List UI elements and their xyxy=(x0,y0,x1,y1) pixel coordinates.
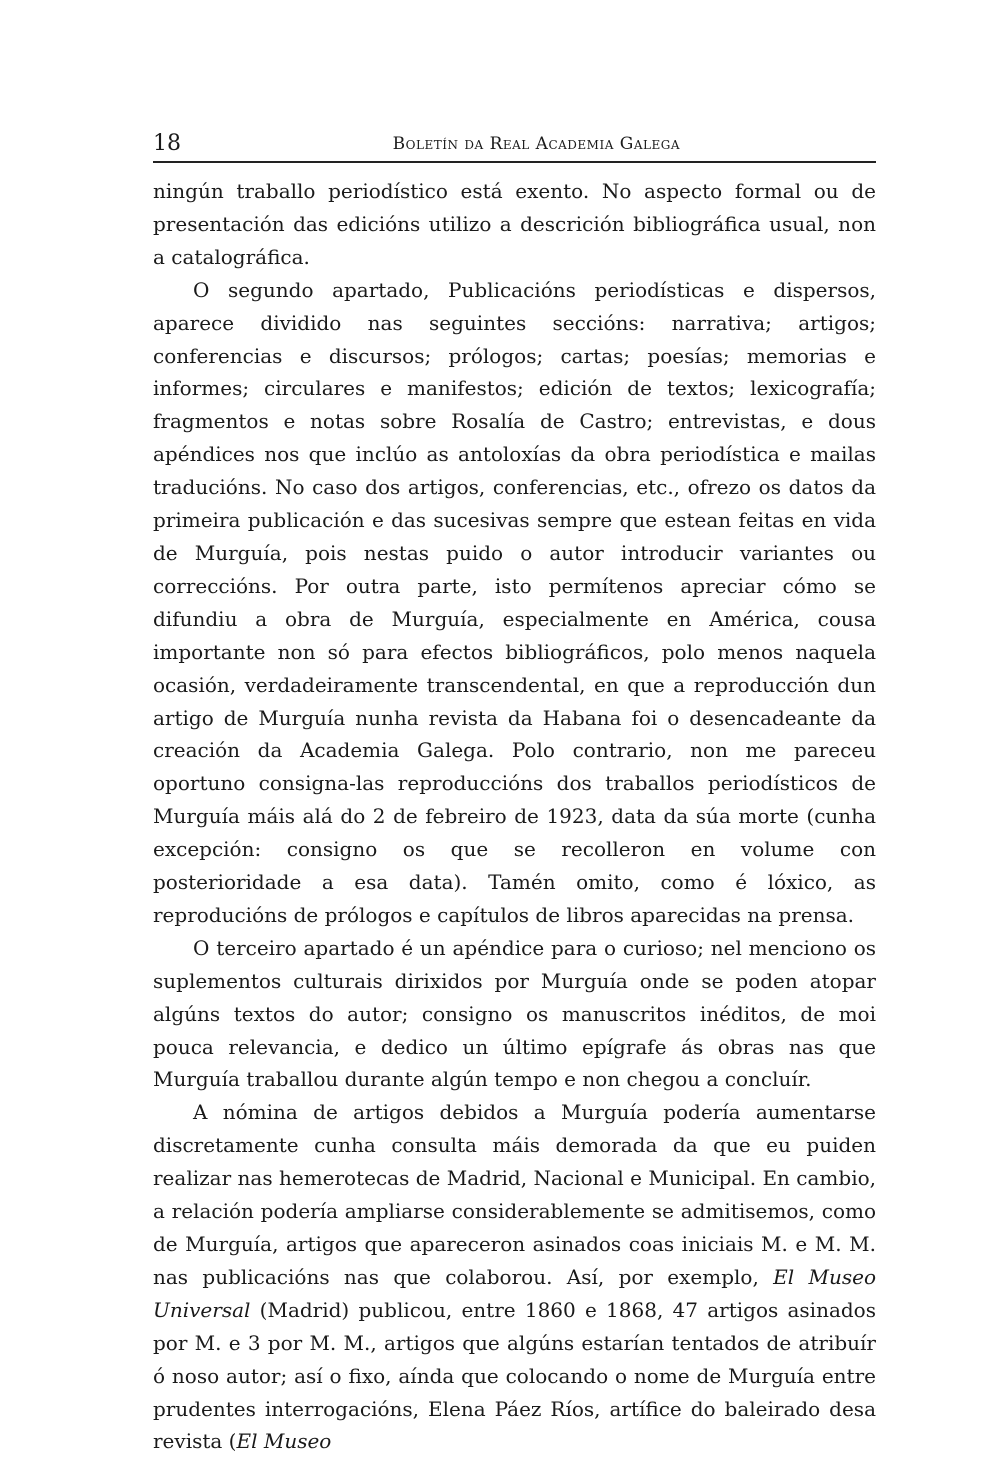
journal-title-italic-2: El Museo xyxy=(236,1429,332,1454)
journal-title-italic: El Museo Universal xyxy=(153,1264,877,1322)
paragraph-2: O segundo apartado, Publicacións periodísticas e dispersos, aparece dividido nas seguintes seccións: narrativa; artigos; conferencias e discursos; prólogos; cartas; poesías; memorias e informes; circulares e manifestos; edición de textos; lexicografía; fragmentos e notas sobre Rosalía de Castro; entrevistas, e dous apéndices nos que inclúo as antoloxías da obra periodística e mailas traducións. No caso dos artigos, conferencias, etc., ofrezo os datos da primeira publicación e das sucesivas sempre que estean feitas en vida de Murguía, pois nestas puido o autor introducir variantes ou correccións. Por outra parte, isto permítenos apreciar cómo se difundiu a obra de Murguía, especialmente en América, cousa importante non só para efectos bibliográficos, polo menos naquela ocasión, verdadeiramente transcendental, en que a reproducción dun artigo de Murguía nunha revista da Habana foi o desencadeante da creación da Academia Galega. Polo contrario, non me pareceu oportuno consigna-las reproduccións dos traballos periodísticos de Murguía máis alá do 2 de febreiro de 1923, data da súa morte (cunha excepción: consigno os que se recolleron en volume con posterioridade a esa data). Tamén omito, como é lóxico, as reproducións de prólogos e capítulos de libros aparecidas na prensa. xyxy=(153,277,876,927)
running-title: Boletín da Real Academia Galega xyxy=(392,134,680,154)
paragraph-3: O terceiro apartado é un apéndice para o curioso; nel menciono os suplementos culturais dirixidos por Murguía onde se poden atopar algúns textos do autor; consigno os manuscritos inéditos, de moi pouca relevancia, e dedico un último epígrafe ás obras nas que Murguía traballou durante algún tempo e non chegou a concluír. xyxy=(153,935,876,1092)
paragraph-4-text-a: A nómina de artigos debidos a Murguía podería aumentarse discretamente cunha consulta máis demorada da que eu puiden realizar nas hemerotecas de Madrid, Nacional e Municipal. En cambio, a relación podería ampliarse considerablemente se admitisemos, como de Murguía, artigos que apareceron asinados coas iniciais M. e M. M. nas publicacións nas que colaborou. Así, por exemplo, xyxy=(153,1100,876,1289)
page-header xyxy=(153,130,876,158)
paragraph-4-text-b: (Madrid) publicou, entre 1860 e 1868, 47 artigos asinados por M. e 3 por M. M., artigos que algúns estarían tentados de atribuír ó noso autor; así o fixo, aínda que colocando o nome de Murguía entre prudentes interrogacións, Elena Páez Ríos, artífice do baleirado desa revista ( xyxy=(153,1297,876,1454)
header-rule xyxy=(153,161,876,163)
page-number: 18 xyxy=(153,131,181,156)
paragraph-4 xyxy=(153,1096,876,1458)
paragraph-1: ningún traballo periodístico está exento. No aspecto formal ou de presentación das edicións utilizo a descrición bibliográfica usual, non a catalográfica. xyxy=(153,179,876,269)
body-text xyxy=(153,175,876,1458)
